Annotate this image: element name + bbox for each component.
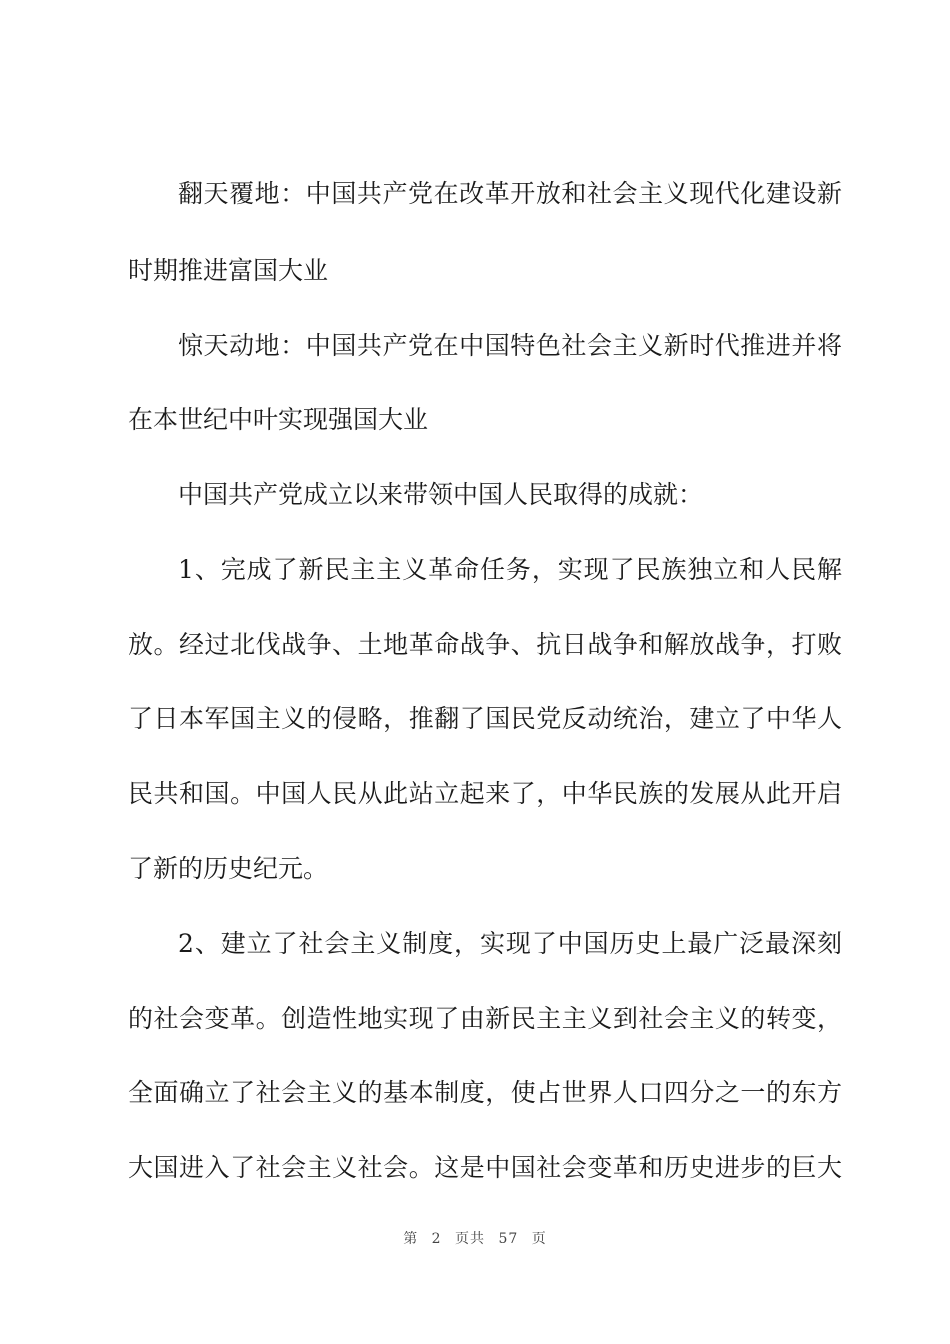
paragraph-line: 放。经过北伐战争、土地革命战争、抗日战争和解放战争，打败 — [128, 630, 842, 659]
paragraph-line: 全面确立了社会主义的基本制度，使占世界人口四分之一的东方 — [128, 1078, 842, 1107]
paragraph-line: 中国共产党成立以来带领中国人民取得的成就： — [178, 480, 704, 509]
paragraph-line: 了日本军国主义的侵略，推翻了国民党反动统治，建立了中华人 — [128, 704, 842, 733]
footer-suffix: 页 — [531, 1231, 547, 1247]
page-footer — [0, 1229, 950, 1249]
paragraph-line: 翻天覆地：中国共产党在改革开放和社会主义现代化建设新 — [178, 179, 842, 208]
paragraph-line: 民共和国。中国人民从此站立起来了，中华民族的发展从此开启 — [128, 779, 842, 808]
footer-middle: 页共 — [455, 1231, 486, 1247]
page-number: 2 — [431, 1231, 442, 1247]
paragraph-line: 时期推进富国大业 — [128, 256, 329, 285]
paragraph-line: 在本世纪中叶实现强国大业 — [128, 405, 429, 434]
page-total: 57 — [498, 1231, 519, 1247]
paragraph-line: 大国进入了社会主义社会。这是中国社会变革和历史进步的巨大 — [128, 1153, 842, 1182]
footer-prefix: 第 — [403, 1231, 419, 1247]
paragraph-line: 2、建立了社会主义制度，实现了中国历史上最广泛最深刻 — [178, 929, 842, 958]
paragraph-line: 的社会变革。创造性地实现了由新民主主义到社会主义的转变， — [128, 1004, 842, 1033]
paragraph-line: 了新的历史纪元。 — [128, 854, 329, 883]
paragraph-line: 惊天动地：中国共产党在中国特色社会主义新时代推进并将 — [178, 331, 842, 360]
paragraph-line: 1、完成了新民主主义革命任务，实现了民族独立和人民解 — [178, 555, 842, 584]
